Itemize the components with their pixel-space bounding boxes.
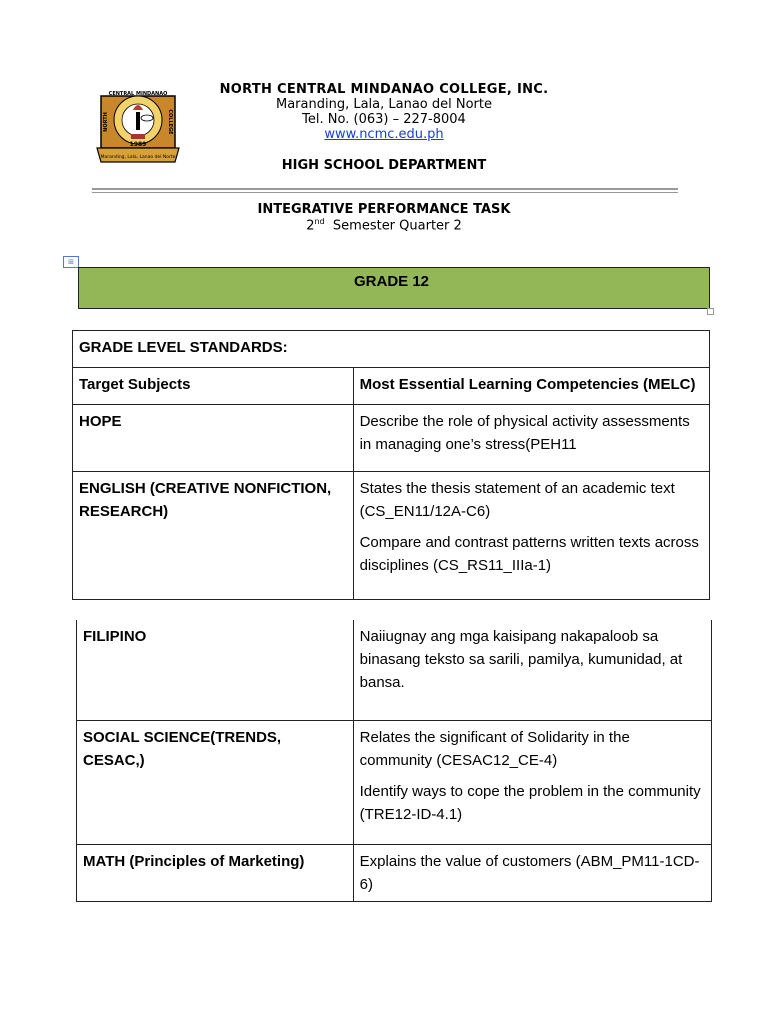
logo-bottom-text: Maranding, Lala, Lanao del Norte <box>100 155 176 160</box>
col-header-subjects: Target Subjects <box>73 368 354 405</box>
subject-cell: MATH (Principles of Marketing) <box>77 844 354 901</box>
table-resize-handle[interactable] <box>707 308 714 315</box>
table-move-handle-icon[interactable]: ⊞ <box>63 256 79 268</box>
logo-right-text: COLLEGE <box>167 109 173 135</box>
subject-cell: FILIPINO <box>77 620 354 720</box>
standards-table <box>72 330 710 600</box>
header-divider-bottom <box>92 192 678 193</box>
logo-top-text: CENTRAL MINDANAO <box>108 91 168 97</box>
college-telephone: Tel. No. (063) – 227-8004 <box>302 112 466 127</box>
table-caption-row <box>73 331 710 368</box>
table-row <box>77 844 712 901</box>
table-row <box>73 472 710 600</box>
table-row <box>77 720 712 844</box>
semester-label: 2nd Semester Quarter 2 <box>306 217 462 234</box>
letterhead <box>0 82 768 173</box>
grade-label: GRADE 12 <box>354 273 430 290</box>
logo-year: 1989 <box>129 141 147 148</box>
subject-cell: SOCIAL SCIENCE(TRENDS, CESAC,) <box>77 720 354 844</box>
subject-cell: ENGLISH (CREATIVE NONFICTION, RESEARCH) <box>73 472 354 600</box>
department-title: HIGH SCHOOL DEPARTMENT <box>281 158 487 173</box>
logo-left-text: NORTH <box>103 112 109 132</box>
table-row <box>73 405 710 472</box>
task-heading <box>0 202 768 233</box>
standards-table-continued <box>76 620 712 902</box>
table-caption: GRADE LEVEL STANDARDS: <box>73 331 710 368</box>
table-header-row <box>73 368 710 405</box>
melc-cell: Describe the role of physical activity assessments in managing one’s stress(PEH11 <box>353 405 709 472</box>
table-row <box>77 620 712 720</box>
grade-banner <box>78 267 710 309</box>
header-divider-top <box>92 188 678 190</box>
subject-cell: HOPE <box>73 405 354 472</box>
task-title: INTEGRATIVE PERFORMANCE TASK <box>257 202 511 217</box>
melc-cell: Explains the value of customers (ABM_PM11-1CD-6) <box>353 844 711 901</box>
melc-cell: Naiiugnay ang mga kaisipang nakapaloob sa binasang teksto sa sarili, pamilya, kumunidad, at bansa. <box>353 620 711 720</box>
melc-cell: States the thesis statement of an academic text (CS_EN11/12A-C6) Compare and contrast patterns written texts across disciplines (CS_RS11_IIIa-1) <box>353 472 709 600</box>
college-website-link[interactable]: www.ncmc.edu.ph <box>324 127 444 142</box>
college-address: Maranding, Lala, Lanao del Norte <box>275 97 493 112</box>
melc-cell: Relates the significant of Solidarity in the community (CESAC12_CE-4) Identify ways to cope the problem in the community (TRE12-ID-4.1) <box>353 720 711 844</box>
col-header-melc: Most Essential Learning Competencies (MELC) <box>353 368 709 405</box>
college-name: NORTH CENTRAL MINDANAO COLLEGE, INC. <box>219 82 549 97</box>
